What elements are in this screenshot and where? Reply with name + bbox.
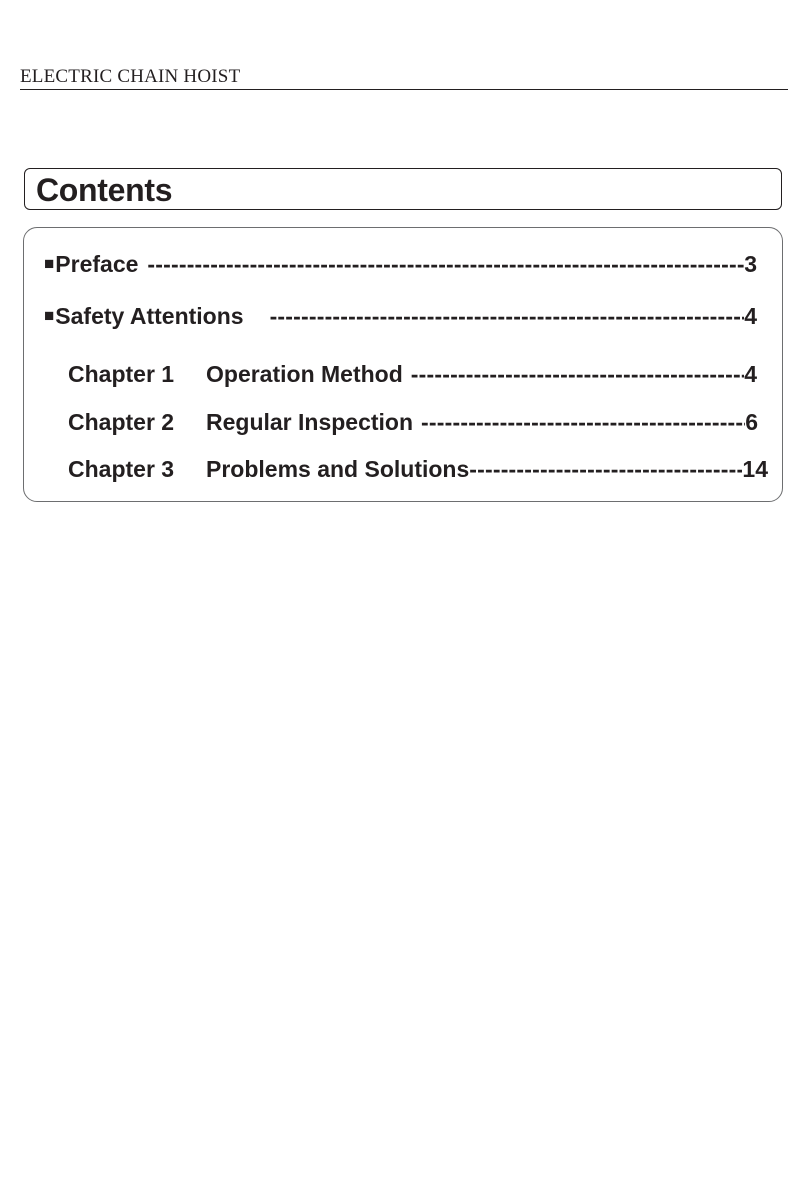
toc-chapter-number: Chapter 1 <box>68 361 175 387</box>
toc-page-number: 4 <box>744 361 757 387</box>
toc-entry-safety-attentions[interactable] <box>44 301 757 331</box>
contents-title-box <box>24 168 782 210</box>
toc-entry-preface[interactable] <box>44 249 757 279</box>
bullet-square-icon: ■ <box>44 254 55 273</box>
bullet-square-icon: ■ <box>44 306 55 325</box>
toc-dot-leader <box>421 407 745 437</box>
toc-entry-label: Operation Method <box>206 361 403 387</box>
toc-entry-chapter-2[interactable] <box>68 407 758 437</box>
toc-entry-label: Safety Attentions <box>55 303 244 329</box>
toc-page-number: 6 <box>745 409 758 435</box>
toc-dot-leader <box>147 249 744 279</box>
toc-entry-label: Preface <box>55 251 139 277</box>
toc-entry-chapter-3[interactable] <box>68 454 768 484</box>
toc-dot-leader <box>411 359 744 389</box>
toc-page-number: 14 <box>742 456 768 482</box>
toc-dot-leader <box>270 301 745 331</box>
running-header: ELECTRIC CHAIN HOIST <box>20 66 788 90</box>
toc-chapter-number: Chapter 3 <box>68 456 175 482</box>
toc-dot-leader <box>469 454 742 484</box>
toc-entry-label: Problems and Solutions <box>206 456 470 482</box>
toc-chapter-number: Chapter 2 <box>68 409 175 435</box>
toc-entry-label: Regular Inspection <box>206 409 414 435</box>
toc-entry-chapter-1[interactable] <box>68 359 757 389</box>
page-title: Contents <box>36 172 173 208</box>
toc-page-number: 4 <box>744 303 757 329</box>
toc-page-number: 3 <box>744 251 757 277</box>
